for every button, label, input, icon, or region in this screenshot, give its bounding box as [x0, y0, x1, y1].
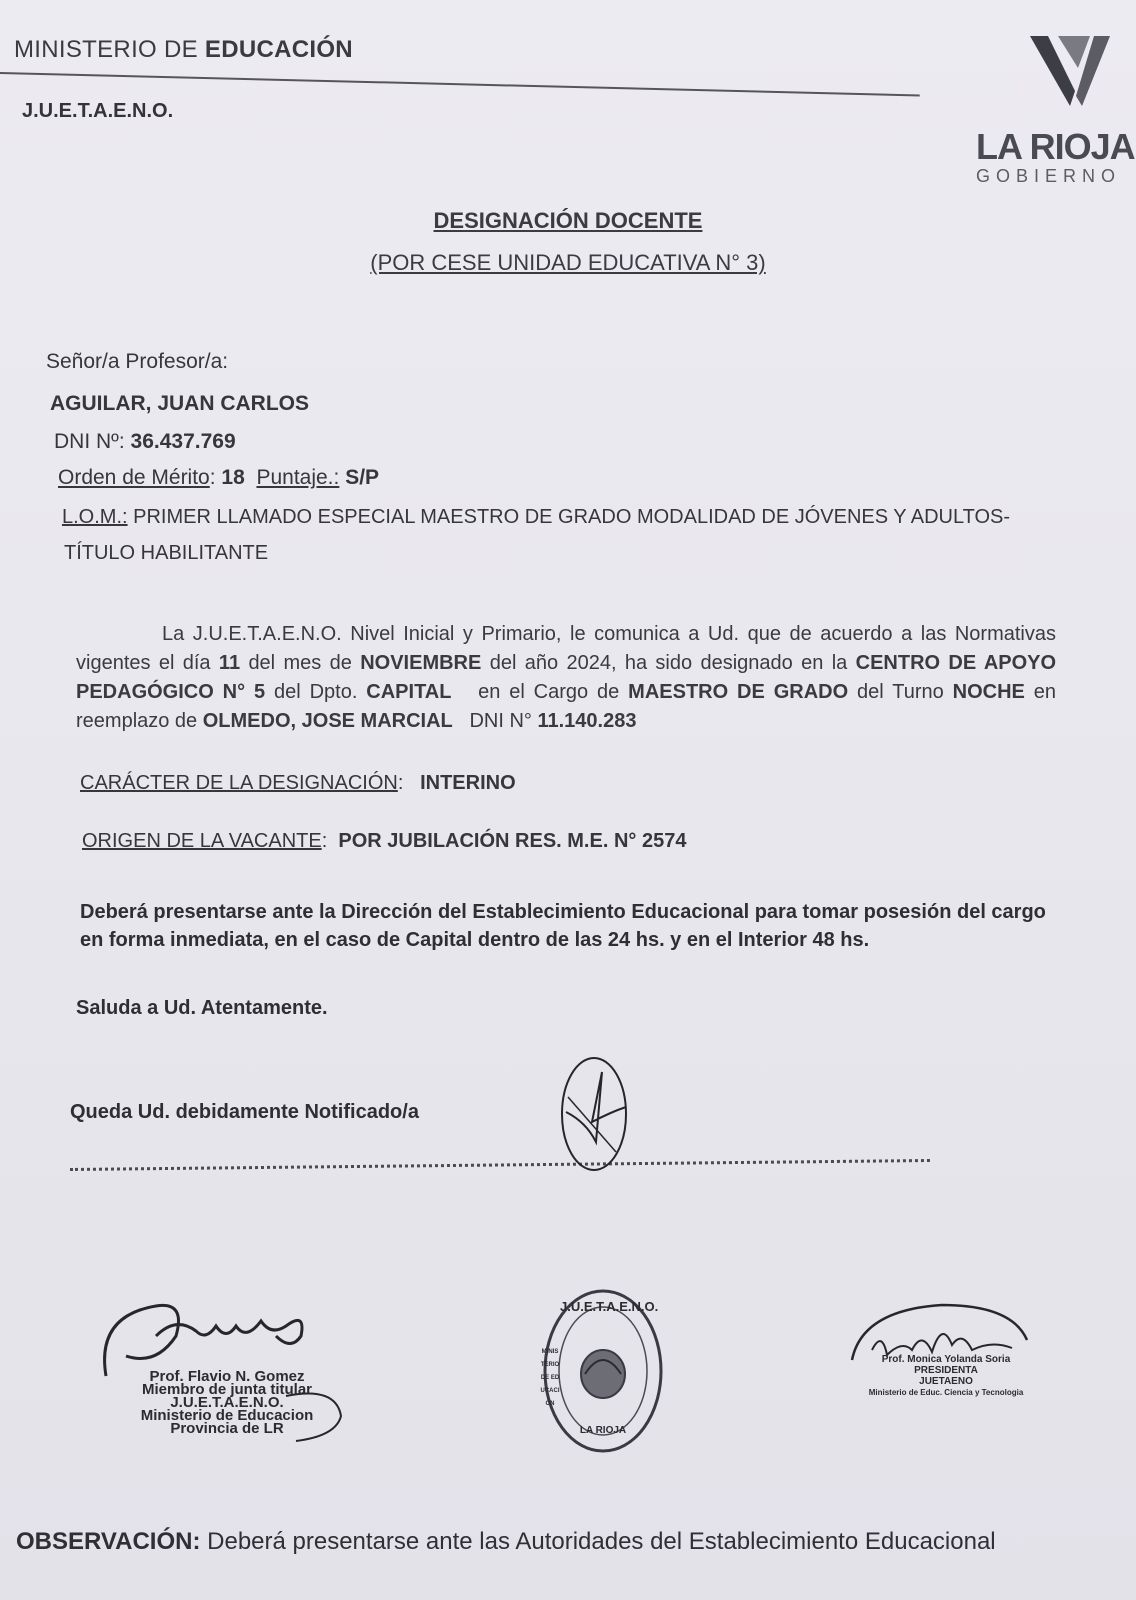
right-signer-org: JUETAENO: [919, 1376, 973, 1387]
observation-text: Deberá presentarse ante las Autoridades del Establecimiento Educacional: [207, 1528, 996, 1555]
department: CAPITAL: [366, 681, 452, 703]
closing: Saluda a Ud. Atentamente.: [76, 997, 328, 1019]
right-signer: [866, 1354, 1026, 1398]
origen-value: POR JUBILACIÓN RES. M.E. N° 2574: [338, 830, 687, 852]
shift: NOCHE: [952, 681, 1025, 703]
organization-name: J.U.E.T.A.E.N.O.: [22, 100, 174, 122]
signature-dotted-line: [70, 1159, 930, 1171]
left-signer-role: Miembro de junta titular: [141, 1381, 312, 1398]
body-text-5: en el Cargo de: [478, 681, 620, 703]
caracter-row: CARÁCTER DE LA DESIGNACIÓN: INTERINO: [80, 772, 516, 794]
dni-value: 36.437.769: [130, 430, 236, 453]
lom-value-cont: TÍTULO HABILITANTE: [64, 542, 269, 564]
notified-text: Queda Ud. debidamente Notificado/a: [70, 1101, 419, 1123]
left-signer-org: J.U.E.T.A.E.N.O.: [170, 1394, 284, 1411]
lom-label: L.O.M.:: [62, 506, 128, 528]
instructions: Deberá presentarse ante la Dirección del Establecimiento Educacional para tomar posesión del cargo en forma inmediata, en el caso de Capital dentro de las 24 hs. y en el Interior 48 hs.: [80, 901, 1046, 951]
la-rioja-logo-icon: [1030, 36, 1120, 116]
designation-day: 11: [218, 652, 241, 674]
caracter-value: INTERINO: [420, 772, 516, 794]
teacher-name: AGUILAR, JUAN CARLOS: [50, 392, 310, 415]
merit-value: 18: [221, 466, 245, 489]
origen-row: ORIGEN DE LA VACANTE: POR JUBILACIÓN RES. M.E. N° 2574: [82, 830, 687, 852]
dni-row: [54, 430, 236, 454]
ministry-prefix: MINISTERIO DE: [14, 36, 198, 63]
school-center: CENTRO DE APOYO PEDAGÓGICO N° 5: [76, 652, 1057, 703]
ministry-bold: EDUCACIÓN: [204, 36, 353, 63]
position: MAESTRO DE GRADO: [628, 681, 849, 703]
body-text-2: del mes de: [248, 652, 352, 674]
lom-value: PRIMER LLAMADO ESPECIAL MAESTRO DE GRADO MODALIDAD DE JÓVENES Y ADULTOS-: [133, 506, 1011, 528]
left-signer-name: Prof. Flavio N. Gomez: [149, 1368, 305, 1385]
document-title: DESIGNACIÓN DOCENTE: [433, 208, 703, 233]
body-text-7: en reemplazo de: [76, 681, 1057, 732]
seal-ring-text: MINISTERIO DE EDUCACIÓN: [540, 1349, 560, 1407]
replaced-dni-value: 11.140.283: [537, 710, 637, 732]
score-label: Puntaje.:: [256, 466, 340, 489]
score-value: S/P: [345, 466, 380, 489]
salutation: Señor/a Profesor/a:: [46, 350, 229, 373]
caracter-label: CARÁCTER DE LA DESIGNACIÓN: [80, 772, 398, 794]
seal-top-text: J.U.E.T.A.E.N.O.: [560, 1299, 659, 1314]
body-text-4: del Dpto.: [274, 681, 358, 703]
header-rule: [0, 72, 920, 96]
left-signer-ministry: Ministerio de Educacion: [140, 1407, 314, 1424]
designation-month: NOVIEMBRE: [360, 652, 482, 674]
logo-subtitle: GOBIERNO: [976, 166, 1122, 186]
observation-row: [16, 1528, 996, 1556]
replaced-dni-label: DNI N°: [469, 710, 532, 732]
right-signer-ministry: Ministerio de Educ. Ciencia y Tecnologia: [868, 1388, 1024, 1397]
observation-label: OBSERVACIÓN:: [16, 1528, 201, 1555]
lom-row: [62, 506, 1010, 529]
body-text-1: La J.U.E.T.A.E.N.O. Nivel Inicial y Primario, le comunica a Ud. que de acuerdo a las Normativas vigentes el día: [76, 623, 1056, 674]
recipient-signature-icon: [556, 1052, 636, 1172]
seal-bottom-text: LA RIOJA: [579, 1425, 627, 1436]
origen-label: ORIGEN DE LA VACANTE: [82, 830, 322, 852]
body-text-6: del Turno: [857, 681, 944, 703]
left-signer-province: Provincia de LR: [170, 1420, 284, 1437]
ministry-header: [14, 36, 353, 64]
main-paragraph: [76, 620, 1056, 736]
body-text-3: del año 2024, ha sido designado en la: [489, 652, 848, 674]
merit-label: Orden de Mérito: [58, 466, 210, 489]
merit-row: Orden de Mérito: 18 Puntaje.: S/P: [58, 466, 380, 489]
right-signer-name: Prof. Monica Yolanda Soria: [881, 1354, 1011, 1365]
replaced-teacher: OLMEDO, JOSE MARCIAL: [202, 710, 453, 732]
dni-label: DNI Nº:: [54, 430, 125, 453]
logo-name: LA RIOJA: [976, 126, 1135, 167]
left-signer: [112, 1370, 342, 1435]
right-signer-role: PRESIDENTA: [914, 1365, 978, 1376]
official-seal: [540, 1286, 666, 1456]
document-subtitle: (POR CESE UNIDAD EDUCATIVA N° 3): [370, 250, 766, 275]
